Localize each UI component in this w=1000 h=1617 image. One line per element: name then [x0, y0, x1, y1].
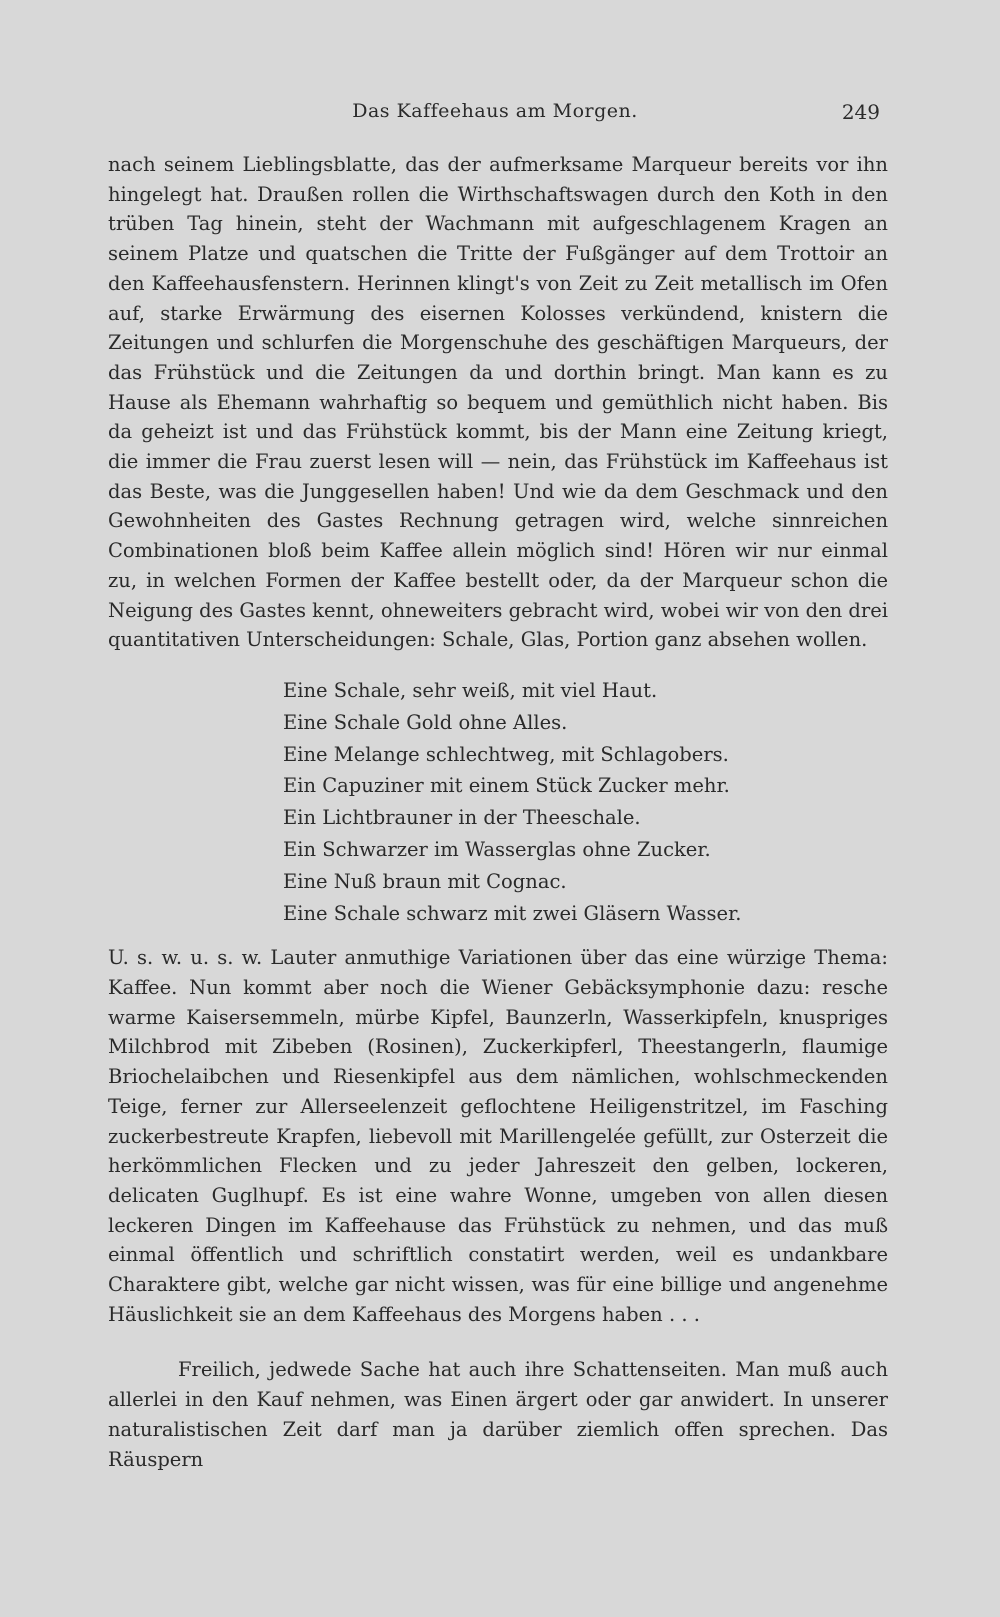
coffee-order-line: Eine Schale, sehr weiß, mit viel Haut.: [283, 678, 658, 702]
paragraph-3: Freilich, jedwede Sache hat auch ihre Schattenseiten. Man muß auch allerlei in den Kauf nehmen, was Einen ärgert oder gar anwidert. In unserer naturalistischen Zeit darf man ja darüber ziemlich offen sprechen. Das Räuspern: [108, 1358, 888, 1471]
running-head: [110, 100, 880, 130]
paragraph-2: U. s. w. u. s. w. Lauter anmuthige Variationen über das eine würzige Thema: Kaffee. Nun kommt aber noch die Wiener Gebäcksymphonie dazu: resche warme Kaisersemmeln, mürbe Kipfel, Baunzerln, Wasserkipfeln, knuspriges Milchbrod mit Zibeben (Rosinen), Zuckerkipferl, Theestangerln, flaumige Briochelaibchen und Riesenkipfel aus dem nämlichen, wohlschmeckenden Teige, ferner zur Allerseelenzeit geflochtene Heiligenstritzel, im Fasching zuckerbestreute Krapfen, liebevoll mit Marillengelée gefüllt, zur Osterzeit die herkömmlichen Flecken und zu jeder Jahreszeit den gelben, lockeren, delicaten Guglhupf. Es ist eine wahre Wonne, umgeben von allen diesen leckeren Dingen im Kaffeehause das Frühstück zu nehmen, und das muß einmal öffentlich und schriftlich constatirt werden, weil es undankbare Charaktere gibt, welche gar nicht wissen, was für eine billige und angenehme Häuslichkeit sie an dem Kaffeehaus des Morgens haben . . .: [108, 946, 888, 1326]
coffee-order-line: Eine Schale schwarz mit zwei Gläsern Wasser.: [283, 901, 742, 925]
coffee-order-line: Eine Melange schlechtweg, mit Schlagobers.: [283, 742, 729, 766]
coffee-order-line: Eine Schale Gold ohne Alles.: [283, 710, 568, 734]
coffee-orders-list: [283, 675, 888, 929]
coffee-order-line: Eine Nuß braun mit Cognac.: [283, 869, 567, 893]
running-title: Das Kaffeehaus am Morgen.: [352, 100, 638, 122]
paragraph-1: nach seinem Lieblingsblatte, das der aufmerksame Marqueur bereits vor ihn hingelegt hat. Draußen rollen die Wirthschaftswagen durch den Koth in den trüben Tag hinein, steht der Wachmann mit aufgeschlagenem Kragen an seinem Platze und quatschen die Tritte der Fußgänger auf dem Trottoir an den Kaffeehausfenstern. Herinnen klingt's von Zeit zu Zeit metallisch im Ofen auf, starke Erwärmung des eisernen Kolosses verkündend, knistern die Zeitungen und schlurfen die Morgenschuhe des geschäftigen Marqueurs, der das Frühstück und die Zeitungen da und dorthin bringt. Man kann es zu Hause als Ehemann wahrhaftig so bequem und gemüthlich nicht haben. Bis da geheizt ist und das Frühstück kommt, bis der Mann eine Zeitung kriegt, die immer die Frau zuerst lesen will — nein, das Frühstück im Kaffeehaus ist das Beste, was die Junggesellen haben! Und wie da dem Geschmack und den Gewohnheiten des Gastes Rechnung getragen wird, welche sinnreichen Combinationen bloß beim Kaffee allein möglich sind! Hören wir nur einmal zu, in welchen Formen der Kaffee bestellt oder, da der Marqueur schon die Neigung des Gastes kennt, ohneweiters gebracht wird, wobei wir von den drei quantitativen Unterscheidungen: Schale, Glas, Portion ganz absehen wollen.: [108, 153, 888, 652]
coffee-order-line: Ein Lichtbrauner in der Theeschale.: [283, 806, 641, 830]
page-number: 249: [841, 100, 880, 124]
page-body: [108, 150, 888, 1474]
coffee-order-line: Ein Schwarzer im Wasserglas ohne Zucker.: [283, 837, 711, 861]
coffee-order-line: Ein Capuziner mit einem Stück Zucker mehr.: [283, 774, 730, 798]
